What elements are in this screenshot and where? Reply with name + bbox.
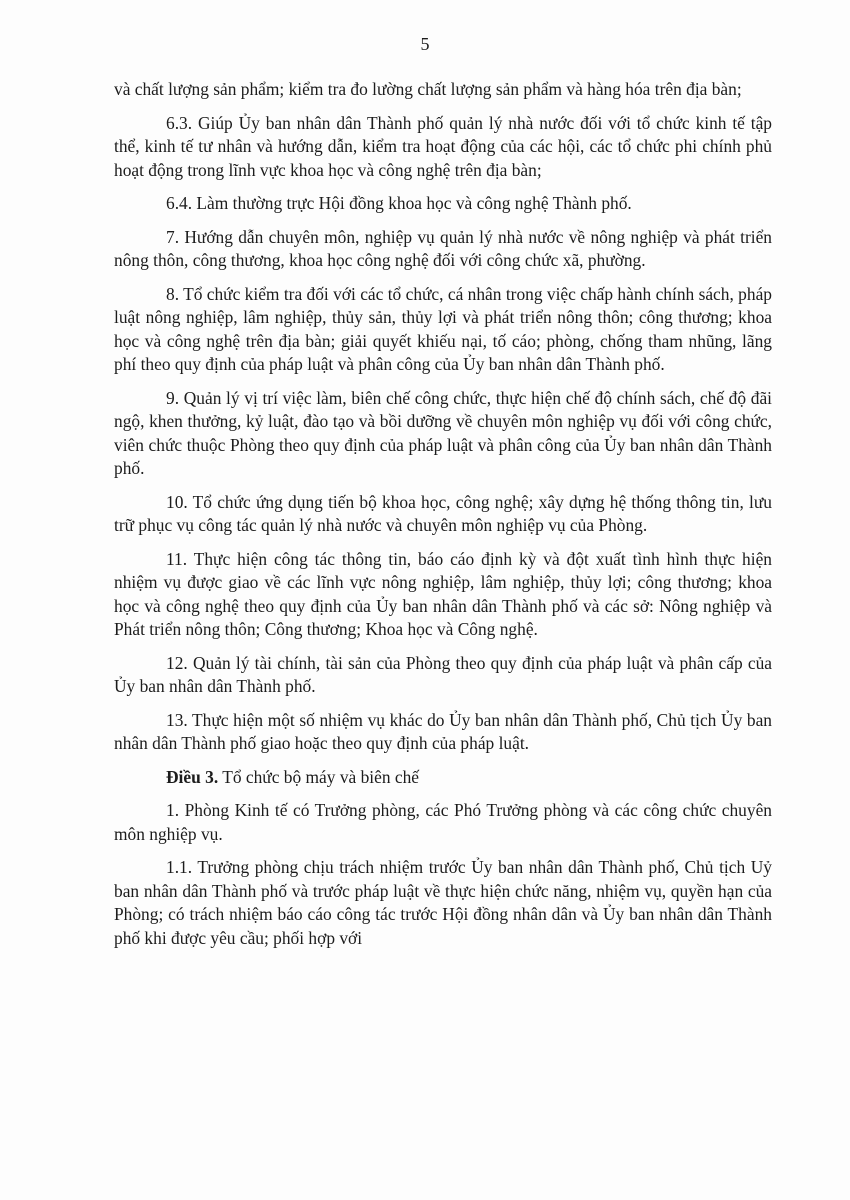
paragraph-9: 9. Quản lý vị trí việc làm, biên chế công chức, thực hiện chế độ chính sách, chế độ đãi ngộ, khen thưởng, kỷ luật, đào tạo và bồi dưỡng về chuyên môn nghiệp vụ đối với công chức, viên chức thuộc Phòng theo quy định của pháp luật và phân công của Ủy ban nhân dân Thành phố. [114,387,772,478]
paragraph-6-4: 6.4. Làm thường trực Hội đồng khoa học và công nghệ Thành phố. [166,193,632,213]
page-number: 5 [420,34,430,54]
article-title: Tổ chức bộ máy và biên chế [218,766,420,787]
paragraph-10: 10. Tổ chức ứng dụng tiến bộ khoa học, công nghệ; xây dựng hệ thống thông tin, lưu trữ phục vụ công tác quản lý nhà nước và chuyên môn nghiệp vụ của Phòng. [114,491,772,535]
paragraph-article-3-1: 1. Phòng Kinh tế có Trưởng phòng, các Phó Trưởng phòng và các công chức chuyên môn nghiệp vụ. [114,800,772,844]
article-3-heading [114,766,772,790]
paragraph-8: 8. Tổ chức kiểm tra đối với các tổ chức, cá nhân trong việc chấp hành chính sách, pháp luật nông nghiệp, lâm nghiệp, thủy sản, thủy lợi và phát triển nông thôn; công thương; khoa học và công nghệ trên địa bàn; giải quyết khiếu nại, tố cáo; phòng, chống tham nhũng, lãng phí theo quy định của pháp luật và phân công của Ủy ban nhân dân Thành phố. [114,283,772,374]
paragraph-continuation: và chất lượng sản phẩm; kiểm tra đo lường chất lượng sản phẩm và hàng hóa trên địa bàn; [114,79,742,99]
paragraph-11: 11. Thực hiện công tác thông tin, báo cáo định kỳ và đột xuất tình hình thực hiện nhiệm vụ được giao về các lĩnh vực nông nghiệp, lâm nghiệp, thủy lợi; công thương; khoa học và công nghệ theo quy định của Ủy ban nhân dân Thành phố và các sở: Nông nghiệp và Phát triển nông thôn; Công thương; Khoa học và Công nghệ. [114,548,772,639]
paragraph-7: 7. Hướng dẫn chuyên môn, nghiệp vụ quản lý nhà nước về nông nghiệp và phát triển nông thôn, công thương, khoa học công nghệ đối với công chức xã, phường. [114,226,772,270]
document-body [114,78,772,960]
article-label: Điều 3. [166,766,219,787]
paragraph-12: 12. Quản lý tài chính, tài sản của Phòng theo quy định của pháp luật và phân cấp của Ủy ban nhân dân Thành phố. [114,652,772,696]
paragraph-article-3-1-1: 1.1. Trưởng phòng chịu trách nhiệm trước Ủy ban nhân dân Thành phố, Chủ tịch Uỷ ban nhân dân Thành phố và trước pháp luật về thực hiện chức năng, nhiệm vụ, quyền hạn của Phòng; có trách nhiệm báo cáo công tác trước Hội đồng nhân dân và Ủy ban nhân dân Thành phố khi được yêu cầu; phối hợp với [114,857,772,948]
paragraph-13: 13. Thực hiện một số nhiệm vụ khác do Ủy ban nhân dân Thành phố, Chủ tịch Ủy ban nhân dân Thành phố giao hoặc theo quy định của pháp luật. [114,709,772,753]
paragraph-6-3: 6.3. Giúp Ủy ban nhân dân Thành phố quản lý nhà nước đối với tổ chức kinh tế tập thể, kinh tế tư nhân và hướng dẫn, kiểm tra hoạt động của các hội, các tổ chức phi chính phủ hoạt động trong lĩnh vực khoa học và công nghệ trên địa bàn; [114,112,772,180]
